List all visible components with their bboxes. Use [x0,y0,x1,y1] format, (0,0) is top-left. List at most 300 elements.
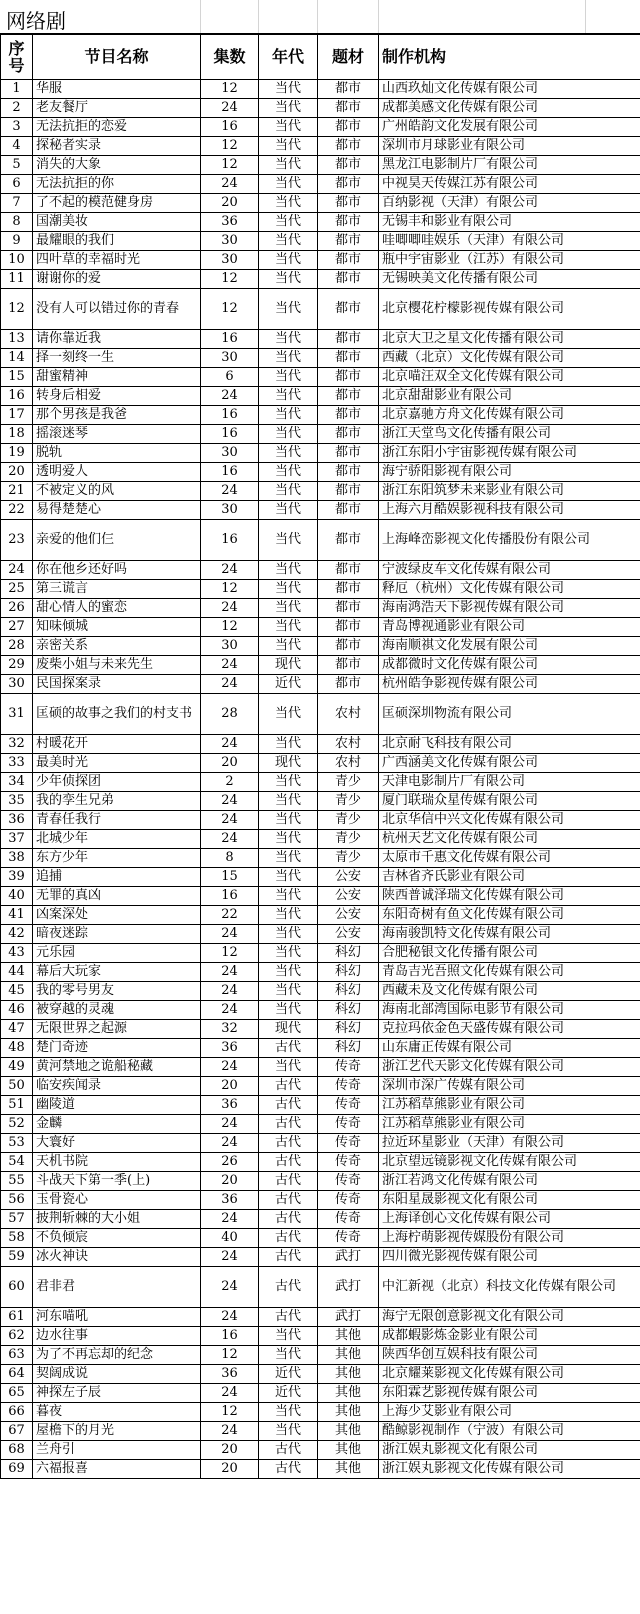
cell-org: 浙江娱丸影视文化有限公司 [379,1441,640,1460]
table-row [1,1001,640,1020]
cell-era: 当代 [259,118,318,137]
cell-episodes: 24 [201,1134,259,1153]
cell-org: 江苏稻草熊影业有限公司 [379,1115,640,1134]
cell-era: 当代 [259,232,318,251]
cell-org: 太原市千惠文化传媒有限公司 [379,849,640,868]
table-row [1,754,640,773]
cell-episodes: 12 [201,137,259,156]
cell-genre: 都市 [318,330,379,349]
table-row [1,1020,640,1039]
cell-seq: 45 [1,982,33,1001]
cell-genre: 都市 [318,599,379,618]
cell-org: 海南骏凯特文化传媒有限公司 [379,925,640,944]
cell-org: 北京华信中兴文化传媒有限公司 [379,811,640,830]
cell-era: 当代 [259,944,318,963]
cell-org: 海南鸿浩天下影视传媒有限公司 [379,599,640,618]
cell-name: 四叶草的幸福时光 [33,251,201,270]
cell-genre: 青少 [318,773,379,792]
cell-org: 深圳市月球影业有限公司 [379,137,640,156]
cell-name: 甜蜜精神 [33,368,201,387]
cell-episodes: 20 [201,1460,259,1479]
cell-org: 克拉玛依金色天盛传媒有限公司 [379,1020,640,1039]
cell-episodes: 2 [201,773,259,792]
cell-org: 北京樱花柠檬影视传媒有限公司 [379,289,640,330]
cell-era: 当代 [259,482,318,501]
table-row [1,330,640,349]
cell-name: 君非君 [33,1267,201,1308]
cell-episodes: 24 [201,675,259,694]
cell-episodes: 36 [201,213,259,232]
cell-seq: 52 [1,1115,33,1134]
cell-episodes: 20 [201,754,259,773]
cell-genre: 传奇 [318,1191,379,1210]
header-row [1,35,640,80]
table-row [1,982,640,1001]
cell-org: 海宁骄阳影视有限公司 [379,463,640,482]
cell-genre: 其他 [318,1422,379,1441]
table-row [1,232,640,251]
table-row [1,849,640,868]
cell-org: 北京嘉驰方舟文化传媒有限公司 [379,406,640,425]
cell-name: 不负倾宸 [33,1229,201,1248]
cell-episodes: 24 [201,925,259,944]
cell-era: 当代 [259,99,318,118]
cell-episodes: 36 [201,1039,259,1058]
cell-genre: 都市 [318,118,379,137]
cell-genre: 其他 [318,1346,379,1365]
cell-episodes: 8 [201,849,259,868]
cell-genre: 农村 [318,735,379,754]
table-row [1,694,640,735]
cell-name: 我的零号男友 [33,982,201,1001]
cell-era: 当代 [259,406,318,425]
cell-era: 古代 [259,1441,318,1460]
cell-org: 成都蝦影炼金影业有限公司 [379,1327,640,1346]
cell-genre: 公安 [318,868,379,887]
table-row [1,1346,640,1365]
cell-era: 当代 [259,1001,318,1020]
cell-genre: 农村 [318,754,379,773]
cell-org: 深圳市深广传媒有限公司 [379,1077,640,1096]
cell-era: 当代 [259,887,318,906]
cell-name: 华服 [33,80,201,99]
table-row [1,925,640,944]
cell-name: 择一刻终一生 [33,349,201,368]
cell-genre: 农村 [318,694,379,735]
cell-era: 当代 [259,773,318,792]
cell-org: 浙江娱丸影视文化传媒有限公司 [379,1460,640,1479]
cell-name: 黄河禁地之诡船秘藏 [33,1058,201,1077]
cell-seq: 43 [1,944,33,963]
cell-org: 吉林省齐氏影业有限公司 [379,868,640,887]
cell-genre: 都市 [318,406,379,425]
cell-name: 幕后大玩家 [33,963,201,982]
cell-name: 知味倾城 [33,618,201,637]
cell-seq: 46 [1,1001,33,1020]
cell-name: 老友餐厅 [33,99,201,118]
table-row [1,887,640,906]
cell-name: 玉骨瓷心 [33,1191,201,1210]
cell-seq: 54 [1,1153,33,1172]
cell-genre: 其他 [318,1403,379,1422]
table-row [1,773,640,792]
cell-org: 合肥秘银文化传播有限公司 [379,944,640,963]
cell-seq: 67 [1,1422,33,1441]
cell-episodes: 12 [201,944,259,963]
cell-genre: 公安 [318,925,379,944]
cell-seq: 58 [1,1229,33,1248]
cell-org: 上海峰峦影视文化传播股份有限公司 [379,520,640,561]
cell-name: 没有人可以错过你的青春 [33,289,201,330]
table-row [1,811,640,830]
cell-episodes: 16 [201,887,259,906]
cell-seq: 39 [1,868,33,887]
table-row [1,1153,640,1172]
cell-org: 北京耀莱影视文化传媒有限公司 [379,1365,640,1384]
cell-era: 当代 [259,849,318,868]
cell-org: 匡硕深圳物流有限公司 [379,694,640,735]
cell-name: 消失的大象 [33,156,201,175]
cell-name: 那个男孩是我爸 [33,406,201,425]
cell-era: 当代 [259,330,318,349]
cell-org: 北京甜甜影业有限公司 [379,387,640,406]
table-row [1,656,640,675]
cell-genre: 都市 [318,501,379,520]
table-row [1,156,640,175]
cell-era: 当代 [259,289,318,330]
cell-seq: 48 [1,1039,33,1058]
table-row [1,675,640,694]
cell-era: 当代 [259,982,318,1001]
cell-episodes: 20 [201,1172,259,1191]
cell-era: 当代 [259,925,318,944]
cell-genre: 都市 [318,444,379,463]
table-row [1,1327,640,1346]
cell-seq: 37 [1,830,33,849]
cell-era: 当代 [259,270,318,289]
cell-era: 现代 [259,1020,318,1039]
cell-org: 无锡丰和影业有限公司 [379,213,640,232]
cell-seq: 23 [1,520,33,561]
cell-era: 当代 [259,520,318,561]
cell-era: 古代 [259,1134,318,1153]
cell-episodes: 32 [201,1020,259,1039]
cell-seq: 38 [1,849,33,868]
cell-genre: 都市 [318,387,379,406]
cell-episodes: 12 [201,80,259,99]
cell-episodes: 24 [201,735,259,754]
cell-episodes: 40 [201,1229,259,1248]
table-row [1,906,640,925]
cell-genre: 都市 [318,482,379,501]
cell-org: 陕西普诚泽瑞文化传媒有限公司 [379,887,640,906]
cell-name: 国潮美妆 [33,213,201,232]
cell-episodes: 30 [201,232,259,251]
cell-genre: 武打 [318,1308,379,1327]
cell-era: 古代 [259,1267,318,1308]
cell-name: 边水往事 [33,1327,201,1346]
table-row [1,482,640,501]
cell-episodes: 12 [201,1346,259,1365]
cell-episodes: 24 [201,1267,259,1308]
cell-name: 最耀眼的我们 [33,232,201,251]
table-row [1,368,640,387]
cell-seq: 29 [1,656,33,675]
cell-episodes: 28 [201,694,259,735]
cell-name: 无法抗拒的你 [33,175,201,194]
cell-org: 江苏稻草熊影业有限公司 [379,1096,640,1115]
table-row [1,1403,640,1422]
cell-seq: 31 [1,694,33,735]
cell-era: 当代 [259,137,318,156]
cell-genre: 青少 [318,792,379,811]
cell-episodes: 30 [201,251,259,270]
cell-era: 古代 [259,1077,318,1096]
cell-era: 当代 [259,694,318,735]
cell-genre: 传奇 [318,1134,379,1153]
cell-era: 当代 [259,599,318,618]
cell-era: 现代 [259,754,318,773]
cell-genre: 都市 [318,618,379,637]
cell-era: 当代 [259,1327,318,1346]
cell-episodes: 24 [201,656,259,675]
cell-era: 当代 [259,1058,318,1077]
cell-episodes: 30 [201,444,259,463]
cell-era: 古代 [259,1172,318,1191]
sheet-title: 网络剧 [6,9,66,33]
cell-org: 酷鲸影视制作（宁波）有限公司 [379,1422,640,1441]
cell-seq: 32 [1,735,33,754]
cell-seq: 44 [1,963,33,982]
table-row [1,944,640,963]
cell-name: 临安疾闻录 [33,1077,201,1096]
cell-episodes: 12 [201,270,259,289]
cell-genre: 科幻 [318,1001,379,1020]
header-era: 年代 [259,35,318,80]
cell-episodes: 20 [201,194,259,213]
cell-org: 陕西华创互娱科技有限公司 [379,1346,640,1365]
cell-name: 透明爱人 [33,463,201,482]
cell-seq: 34 [1,773,33,792]
header-org: 制作机构 [379,35,640,80]
cell-genre: 其他 [318,1384,379,1403]
cell-name: 无法抗拒的恋爱 [33,118,201,137]
cell-seq: 65 [1,1384,33,1403]
table-body [1,80,640,1479]
cell-name: 暗夜迷踪 [33,925,201,944]
table-row [1,1365,640,1384]
cell-episodes: 24 [201,811,259,830]
cell-name: 暮夜 [33,1403,201,1422]
cell-era: 古代 [259,1248,318,1267]
cell-era: 当代 [259,80,318,99]
cell-genre: 都市 [318,368,379,387]
cell-era: 当代 [259,580,318,599]
cell-episodes: 30 [201,501,259,520]
cell-name: 匡硕的故事之我们的村支书 [33,694,201,735]
cell-org: 青岛吉光吾照文化传媒有限公司 [379,963,640,982]
cell-seq: 7 [1,194,33,213]
cell-org: 成都美感文化传媒有限公司 [379,99,640,118]
cell-genre: 青少 [318,830,379,849]
cell-name: 甜心情人的蜜恋 [33,599,201,618]
cell-seq: 42 [1,925,33,944]
cell-org: 北京大卫之星文化传播有限公司 [379,330,640,349]
cell-org: 拉近环星影业（天津）有限公司 [379,1134,640,1153]
cell-seq: 16 [1,387,33,406]
table-row [1,349,640,368]
cell-org: 北京喵汪双全文化传媒有限公司 [379,368,640,387]
cell-seq: 53 [1,1134,33,1153]
cell-era: 当代 [259,637,318,656]
cell-genre: 都市 [318,232,379,251]
cell-genre: 公安 [318,887,379,906]
cell-seq: 66 [1,1403,33,1422]
cell-seq: 21 [1,482,33,501]
cell-era: 当代 [259,1422,318,1441]
cell-org: 四川微光影视传媒有限公司 [379,1248,640,1267]
cell-org: 浙江若鸿文化传媒有限公司 [379,1172,640,1191]
table-row [1,599,640,618]
cell-name: 屋檐下的月光 [33,1422,201,1441]
cell-genre: 其他 [318,1441,379,1460]
cell-org: 浙江东阳筑梦未来影业有限公司 [379,482,640,501]
table-row [1,1058,640,1077]
cell-seq: 13 [1,330,33,349]
cell-name: 河东喵吼 [33,1308,201,1327]
cell-name: 元乐园 [33,944,201,963]
cell-name: 摇滚迷琴 [33,425,201,444]
cell-genre: 其他 [318,1365,379,1384]
cell-era: 当代 [259,501,318,520]
table-row [1,963,640,982]
cell-org: 海南北部湾国际电影节有限公司 [379,1001,640,1020]
program-table [0,34,640,1479]
table-row [1,1134,640,1153]
cell-era: 当代 [259,561,318,580]
cell-org: 西藏（北京）文化传媒有限公司 [379,349,640,368]
cell-org: 广州皓韵文化发展有限公司 [379,118,640,137]
cell-name: 北城少年 [33,830,201,849]
cell-episodes: 24 [201,599,259,618]
cell-genre: 传奇 [318,1115,379,1134]
table-row [1,1229,640,1248]
cell-name: 无罪的真凶 [33,887,201,906]
cell-name: 亲密关系 [33,637,201,656]
cell-genre: 都市 [318,637,379,656]
cell-genre: 都市 [318,463,379,482]
header-name: 节目名称 [33,35,201,80]
table-row [1,1115,640,1134]
table-row [1,1210,640,1229]
cell-episodes: 24 [201,1115,259,1134]
cell-genre: 都市 [318,194,379,213]
cell-era: 当代 [259,906,318,925]
table-row [1,1191,640,1210]
cell-genre: 科幻 [318,1020,379,1039]
cell-era: 当代 [259,830,318,849]
cell-seq: 22 [1,501,33,520]
cell-name: 我的孪生兄弟 [33,792,201,811]
cell-era: 当代 [259,618,318,637]
table-row [1,868,640,887]
cell-org: 广西涵美文化传媒有限公司 [379,754,640,773]
cell-seq: 30 [1,675,33,694]
cell-genre: 传奇 [318,1096,379,1115]
cell-org: 杭州天艺文化传媒有限公司 [379,830,640,849]
cell-genre: 传奇 [318,1210,379,1229]
cell-seq: 20 [1,463,33,482]
cell-name: 幽陵道 [33,1096,201,1115]
cell-name: 斗战天下第一季(上) [33,1172,201,1191]
cell-seq: 1 [1,80,33,99]
table-row [1,463,640,482]
cell-episodes: 16 [201,463,259,482]
cell-name: 为了不再忘却的纪念 [33,1346,201,1365]
cell-seq: 59 [1,1248,33,1267]
cell-genre: 都市 [318,213,379,232]
cell-genre: 传奇 [318,1229,379,1248]
cell-seq: 60 [1,1267,33,1308]
cell-name: 东方少年 [33,849,201,868]
cell-org: 释厄（杭州）文化传媒有限公司 [379,580,640,599]
cell-seq: 57 [1,1210,33,1229]
table-row [1,270,640,289]
cell-org: 浙江天堂鸟文化传播有限公司 [379,425,640,444]
cell-org: 山东庸正传媒有限公司 [379,1039,640,1058]
table-row [1,1441,640,1460]
cell-org: 宁波绿皮车文化传媒有限公司 [379,561,640,580]
cell-era: 当代 [259,868,318,887]
cell-genre: 都市 [318,520,379,561]
cell-era: 古代 [259,1115,318,1134]
cell-episodes: 24 [201,792,259,811]
cell-episodes: 26 [201,1153,259,1172]
sheet-title-row [0,0,640,34]
cell-episodes: 24 [201,1058,259,1077]
cell-episodes: 22 [201,906,259,925]
table-row [1,618,640,637]
cell-org: 厦门联瑞众星传媒有限公司 [379,792,640,811]
cell-org: 北京望远镜影视文化传媒有限公司 [379,1153,640,1172]
cell-era: 古代 [259,1460,318,1479]
cell-era: 近代 [259,675,318,694]
cell-era: 当代 [259,792,318,811]
cell-genre: 青少 [318,811,379,830]
cell-name: 了不起的模范健身房 [33,194,201,213]
cell-name: 青春任我行 [33,811,201,830]
cell-era: 当代 [259,1403,318,1422]
cell-era: 古代 [259,1039,318,1058]
cell-genre: 科幻 [318,1039,379,1058]
cell-episodes: 30 [201,349,259,368]
cell-episodes: 6 [201,368,259,387]
cell-era: 当代 [259,444,318,463]
cell-era: 古代 [259,1191,318,1210]
cell-seq: 64 [1,1365,33,1384]
cell-name: 披荆斩棘的大小姐 [33,1210,201,1229]
cell-genre: 都市 [318,80,379,99]
cell-episodes: 24 [201,1001,259,1020]
cell-seq: 6 [1,175,33,194]
cell-era: 当代 [259,368,318,387]
cell-seq: 14 [1,349,33,368]
cell-era: 当代 [259,213,318,232]
cell-episodes: 16 [201,520,259,561]
cell-episodes: 24 [201,1384,259,1403]
cell-episodes: 24 [201,1308,259,1327]
cell-name: 天机书院 [33,1153,201,1172]
